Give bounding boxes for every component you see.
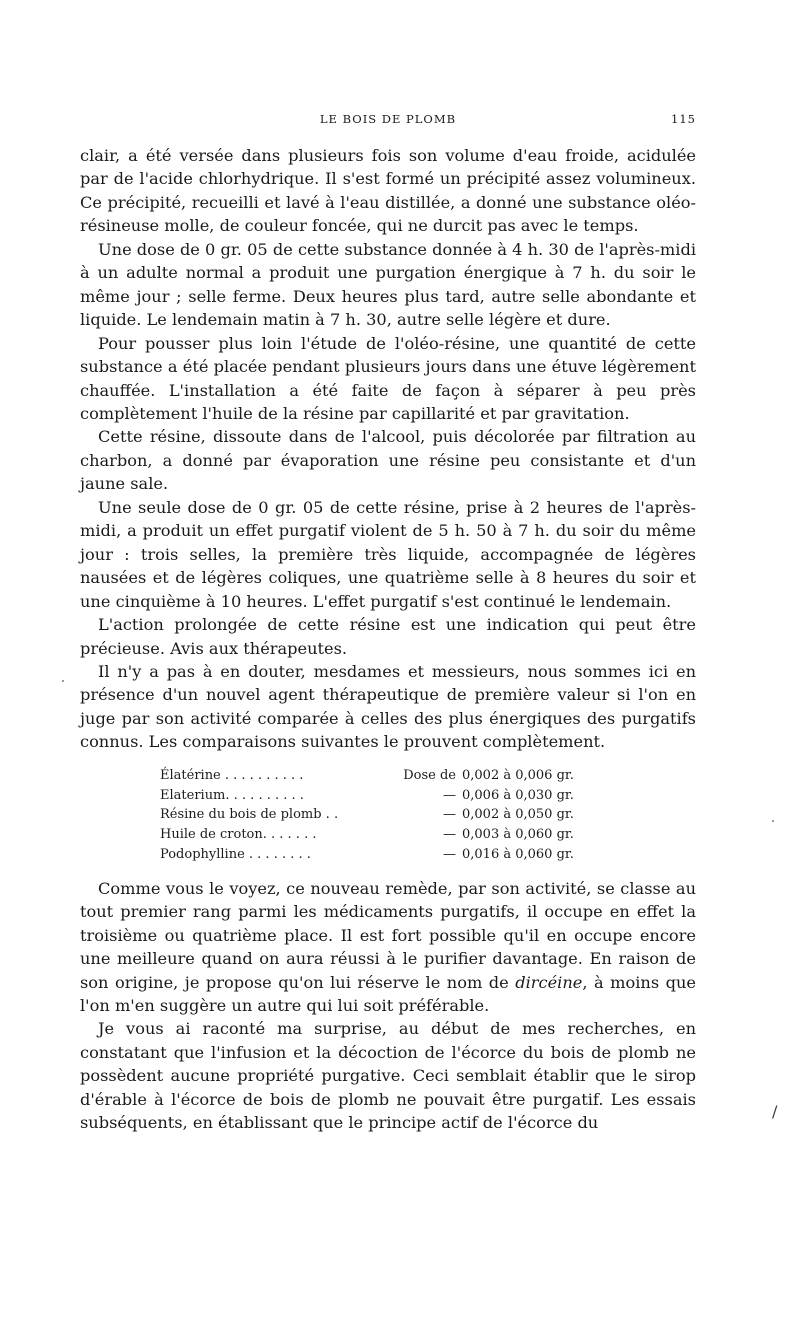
margin-mark: / — [772, 1102, 778, 1121]
paragraph: L'action prolongée de cette résine est une indication qui peut être précieuse. Avis aux thérapeutes. — [80, 615, 696, 658]
drug-name: Elaterium. . . . . . . . . . — [160, 787, 304, 803]
dose-range: 0,016 à 0,060 gr. — [462, 846, 574, 862]
paragraph: Il n'y a pas à en douter, mesdames et messieurs, nous sommes ici en présence d'un nouvel agent thérapeutique de première valeur si l'on en juge par son activité comparée à celles des plus énergiques des purgatifs connus. Les comparaisons suivantes le prouvent complètement. — [80, 661, 696, 752]
paragraph: Une dose de 0 gr. 05 de cette substance donnée à 4 h. 30 de l'après-midi à un adulte normal a produit une purgation énergique à 7 h. du soir le même jour ; selle ferme. Deux heures plus tard, autre selle abondante et liquide. Le lendemain matin à 7 h. 30, autre selle légère et dure. — [80, 239, 696, 330]
paragraph-text: Comme vous le voyez, ce nouveau remède, par son activité, se classe au tout premier rang parmi les médicaments purgatifs, il occupe en effet la troisième ou quatrième place. Il est fort possible qu'il en occupe encore une meilleure quand on aura réussi à le purifier davantage. En raison de son origine, je propose qu'on lui réserve le nom de — [80, 878, 696, 992]
dose-range: 0,002 à 0,050 gr. — [462, 807, 574, 823]
margin-dot — [62, 680, 64, 682]
page-body — [80, 144, 696, 1135]
table-row — [160, 786, 608, 806]
dose-label: — — [443, 827, 456, 843]
drug-name: Podophylline . . . . . . . . — [160, 846, 311, 862]
drug-name: Résine du bois de plomb . . — [160, 807, 339, 823]
running-head — [80, 112, 696, 130]
dose-label: — — [443, 846, 456, 862]
table-row — [160, 805, 608, 825]
paragraph-continued: clair, a été versée dans plusieurs fois son volume d'eau froide, acidulée par de l'acide chlorhydrique. Il s'est formé un précipité assez volumineux. Ce précipité, recueilli et lavé à l'eau distillée, a donné une substance oléo-résineuse molle, de couleur foncée, qui ne durcit pas avec le temps. — [80, 146, 696, 236]
dose-range: 0,006 à 0,030 gr. — [462, 787, 574, 803]
running-head-title: LE BOIS DE PLOMB — [319, 112, 457, 126]
drug-name: Huile de croton. . . . . . . — [160, 827, 317, 843]
paragraph: Cette résine, dissoute dans de l'alcool, puis décolorée par filtration au charbon, a donné par évaporation une résine peu consistante et d'un jaune sale. — [80, 427, 696, 494]
dose-label: Dose de — [403, 767, 456, 783]
page-number: 115 — [671, 112, 696, 126]
margin-dot — [772, 820, 774, 822]
paragraph: Une seule dose de 0 gr. 05 de cette résine, prise à 2 heures de l'après-midi, a produit un effet purgatif violent de 5 h. 50 à 7 h. du soir du même jour : trois selles, la première très liquide, accompagnée de légères nausées et de légères coliques, une quatrième selle à 8 heures du soir et une cinquième à 10 heures. L'effet purgatif s'est continué le lendemain. — [80, 497, 696, 611]
italic-term: dircéine — [515, 972, 583, 992]
paragraph-text: , à moins que l'on m'en suggère un autre qui lui soit préférable. — [80, 972, 696, 1016]
paragraph — [80, 877, 696, 1018]
dose-range: 0,003 à 0,060 gr. — [462, 827, 574, 843]
dose-comparison-table — [160, 766, 608, 865]
paragraph: Pour pousser plus loin l'étude de l'oléo-résine, une quantité de cette substance a été placée pendant plusieurs jours dans une étuve légèrement chauffée. L'installation a été faite de façon à séparer à peu près complètement l'huile de la résine par capillarité et par gravitation. — [80, 333, 696, 423]
dose-label: — — [443, 807, 456, 823]
drug-name: Élatérine . . . . . . . . . . — [160, 767, 304, 783]
table-row — [160, 766, 608, 786]
dose-label: — — [443, 787, 456, 803]
paragraph: Je vous ai raconté ma surprise, au début de mes recherches, en constatant que l'infusion et la décoction de l'écorce du bois de plomb ne possèdent aucune propriété purgative. Ceci semblait établir que le sirop d'érable à l'écorce de bois de plomb ne pouvait être purgatif. Les essais subséquents, en établissant que le principe actif de l'écorce du — [80, 1019, 696, 1133]
table-row — [160, 845, 608, 865]
dose-range: 0,002 à 0,006 gr. — [462, 767, 574, 783]
table-row — [160, 825, 608, 845]
